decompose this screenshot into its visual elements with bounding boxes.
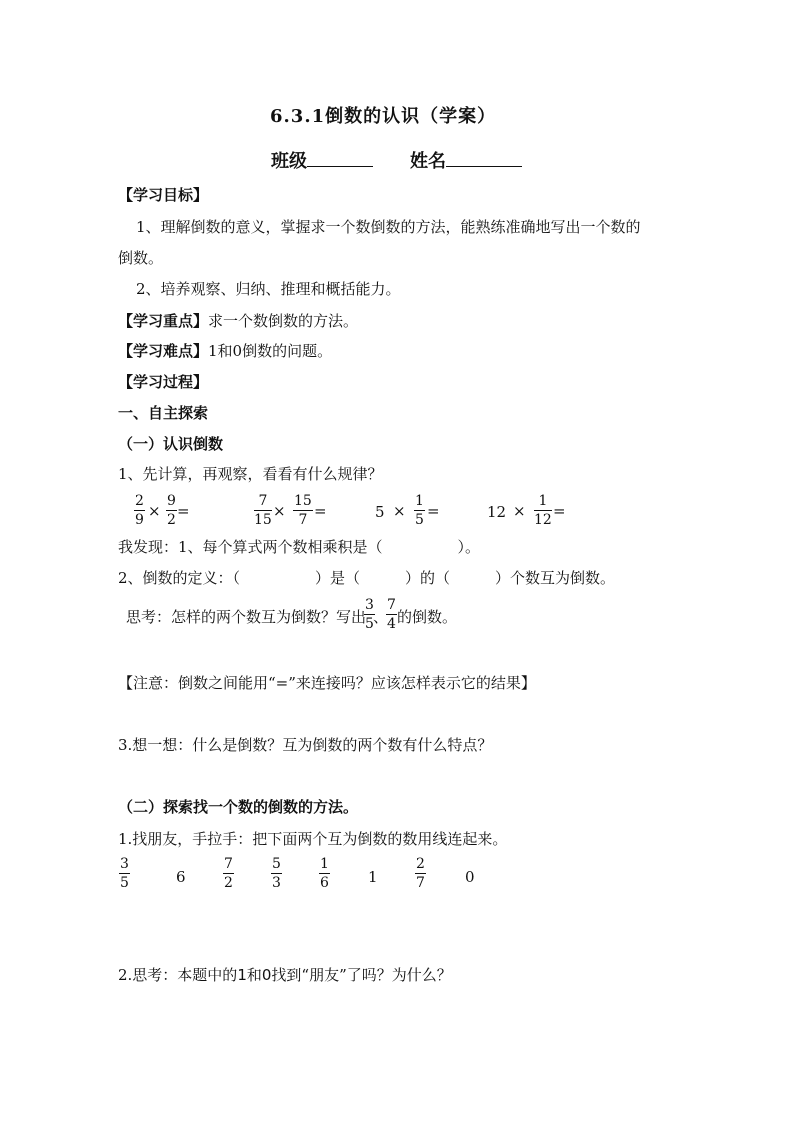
match-item[interactable]: 1 6	[320, 856, 329, 891]
section-1-heading: 一、自主探索	[118, 404, 209, 422]
whole-number: 5	[375, 503, 385, 521]
equals-sign: =	[314, 502, 327, 520]
fraction: 1 12	[534, 493, 552, 528]
fraction: 9 2	[167, 493, 176, 528]
match-item[interactable]: 0	[465, 868, 475, 886]
fraction: 2 9	[135, 493, 144, 528]
times-sign: ×	[273, 502, 286, 520]
match-item[interactable]: 7 2	[224, 856, 233, 891]
q4-mid: 和	[246, 966, 262, 984]
match-item[interactable]: 2 7	[416, 856, 425, 891]
fraction: 1 5	[415, 493, 424, 528]
note-line: 【注意：倒数之间能用“=”来连接吗？应该怎样表示它的结果】	[118, 674, 536, 692]
name-blank[interactable]	[446, 150, 522, 167]
part-2-heading: （二）探索找一个数的倒数的方法。	[118, 798, 359, 816]
difficulty-text: 1和0倒数的问题。	[208, 342, 333, 360]
question-4	[118, 968, 452, 983]
q4-zero: 0	[261, 966, 272, 984]
match-item[interactable]: 3 5	[120, 856, 129, 891]
question-3: 3.想一想：什么是倒数？互为倒数的两个数有什么特点？	[118, 736, 493, 754]
discover-line: 我发现：1、每个算式两个数相乘积是（ ）。	[118, 538, 481, 556]
difficulty-heading: 【学习难点】	[118, 342, 209, 360]
key-point	[118, 314, 358, 329]
match-item[interactable]: 1	[368, 868, 378, 886]
class-blank[interactable]	[307, 150, 373, 167]
whole-number: 12	[487, 503, 507, 521]
fraction: 3 5	[365, 597, 374, 632]
process-heading: 【学习过程】	[118, 373, 209, 391]
match-item[interactable]: 6	[176, 868, 186, 886]
think-suffix: 的倒数。	[397, 608, 458, 626]
part-1-heading: （一）认识倒数	[118, 435, 224, 453]
times-sign: ×	[513, 502, 526, 520]
goal-1-line-2: 倒数。	[118, 249, 164, 267]
matching-instruction: 1.找朋友，手拉手：把下面两个互为倒数的数用线连起来。	[118, 830, 508, 848]
fraction: 15 7	[294, 493, 312, 528]
think-prefix: 思考：怎样的两个数互为倒数？写出	[126, 608, 367, 626]
class-field	[271, 150, 373, 171]
equals-sign: =	[553, 502, 566, 520]
key-heading: 【学习重点】	[118, 312, 209, 330]
question-2-definition: 2、倒数的定义：（ ）是（ ）的（ ）个数互为倒数。	[118, 569, 616, 587]
fraction: 7 15	[254, 493, 272, 528]
page-title: 6.3.1倒数的认识（学案）	[270, 106, 497, 127]
question-1: 1、先计算，再观察，看看有什么规律？	[118, 465, 383, 483]
goal-2: 2、培养观察、归纳、推理和概括能力。	[136, 280, 401, 298]
difficulty-point	[118, 344, 332, 359]
fraction: 7 4	[387, 597, 396, 632]
q4-suffix: 找到“朋友”了吗？为什么？	[271, 966, 452, 984]
times-sign: ×	[148, 502, 161, 520]
q4-prefix: 2.思考：本题中的	[118, 966, 238, 984]
name-field	[410, 150, 522, 171]
name-label: 姓名	[410, 151, 446, 172]
goals-heading: 【学习目标】	[118, 186, 209, 204]
goal-1-line-1: 1、理解倒数的意义，掌握求一个数倒数的方法，能熟练准确地写出一个数的	[136, 218, 641, 236]
equals-sign: =	[177, 502, 190, 520]
think-separator: 、	[373, 608, 389, 626]
match-item[interactable]: 5 3	[272, 856, 281, 891]
times-sign: ×	[393, 502, 406, 520]
key-text: 求一个数倒数的方法。	[208, 312, 359, 330]
class-label: 班级	[271, 151, 307, 172]
equals-sign: =	[427, 502, 440, 520]
q4-one: 1	[237, 966, 247, 984]
